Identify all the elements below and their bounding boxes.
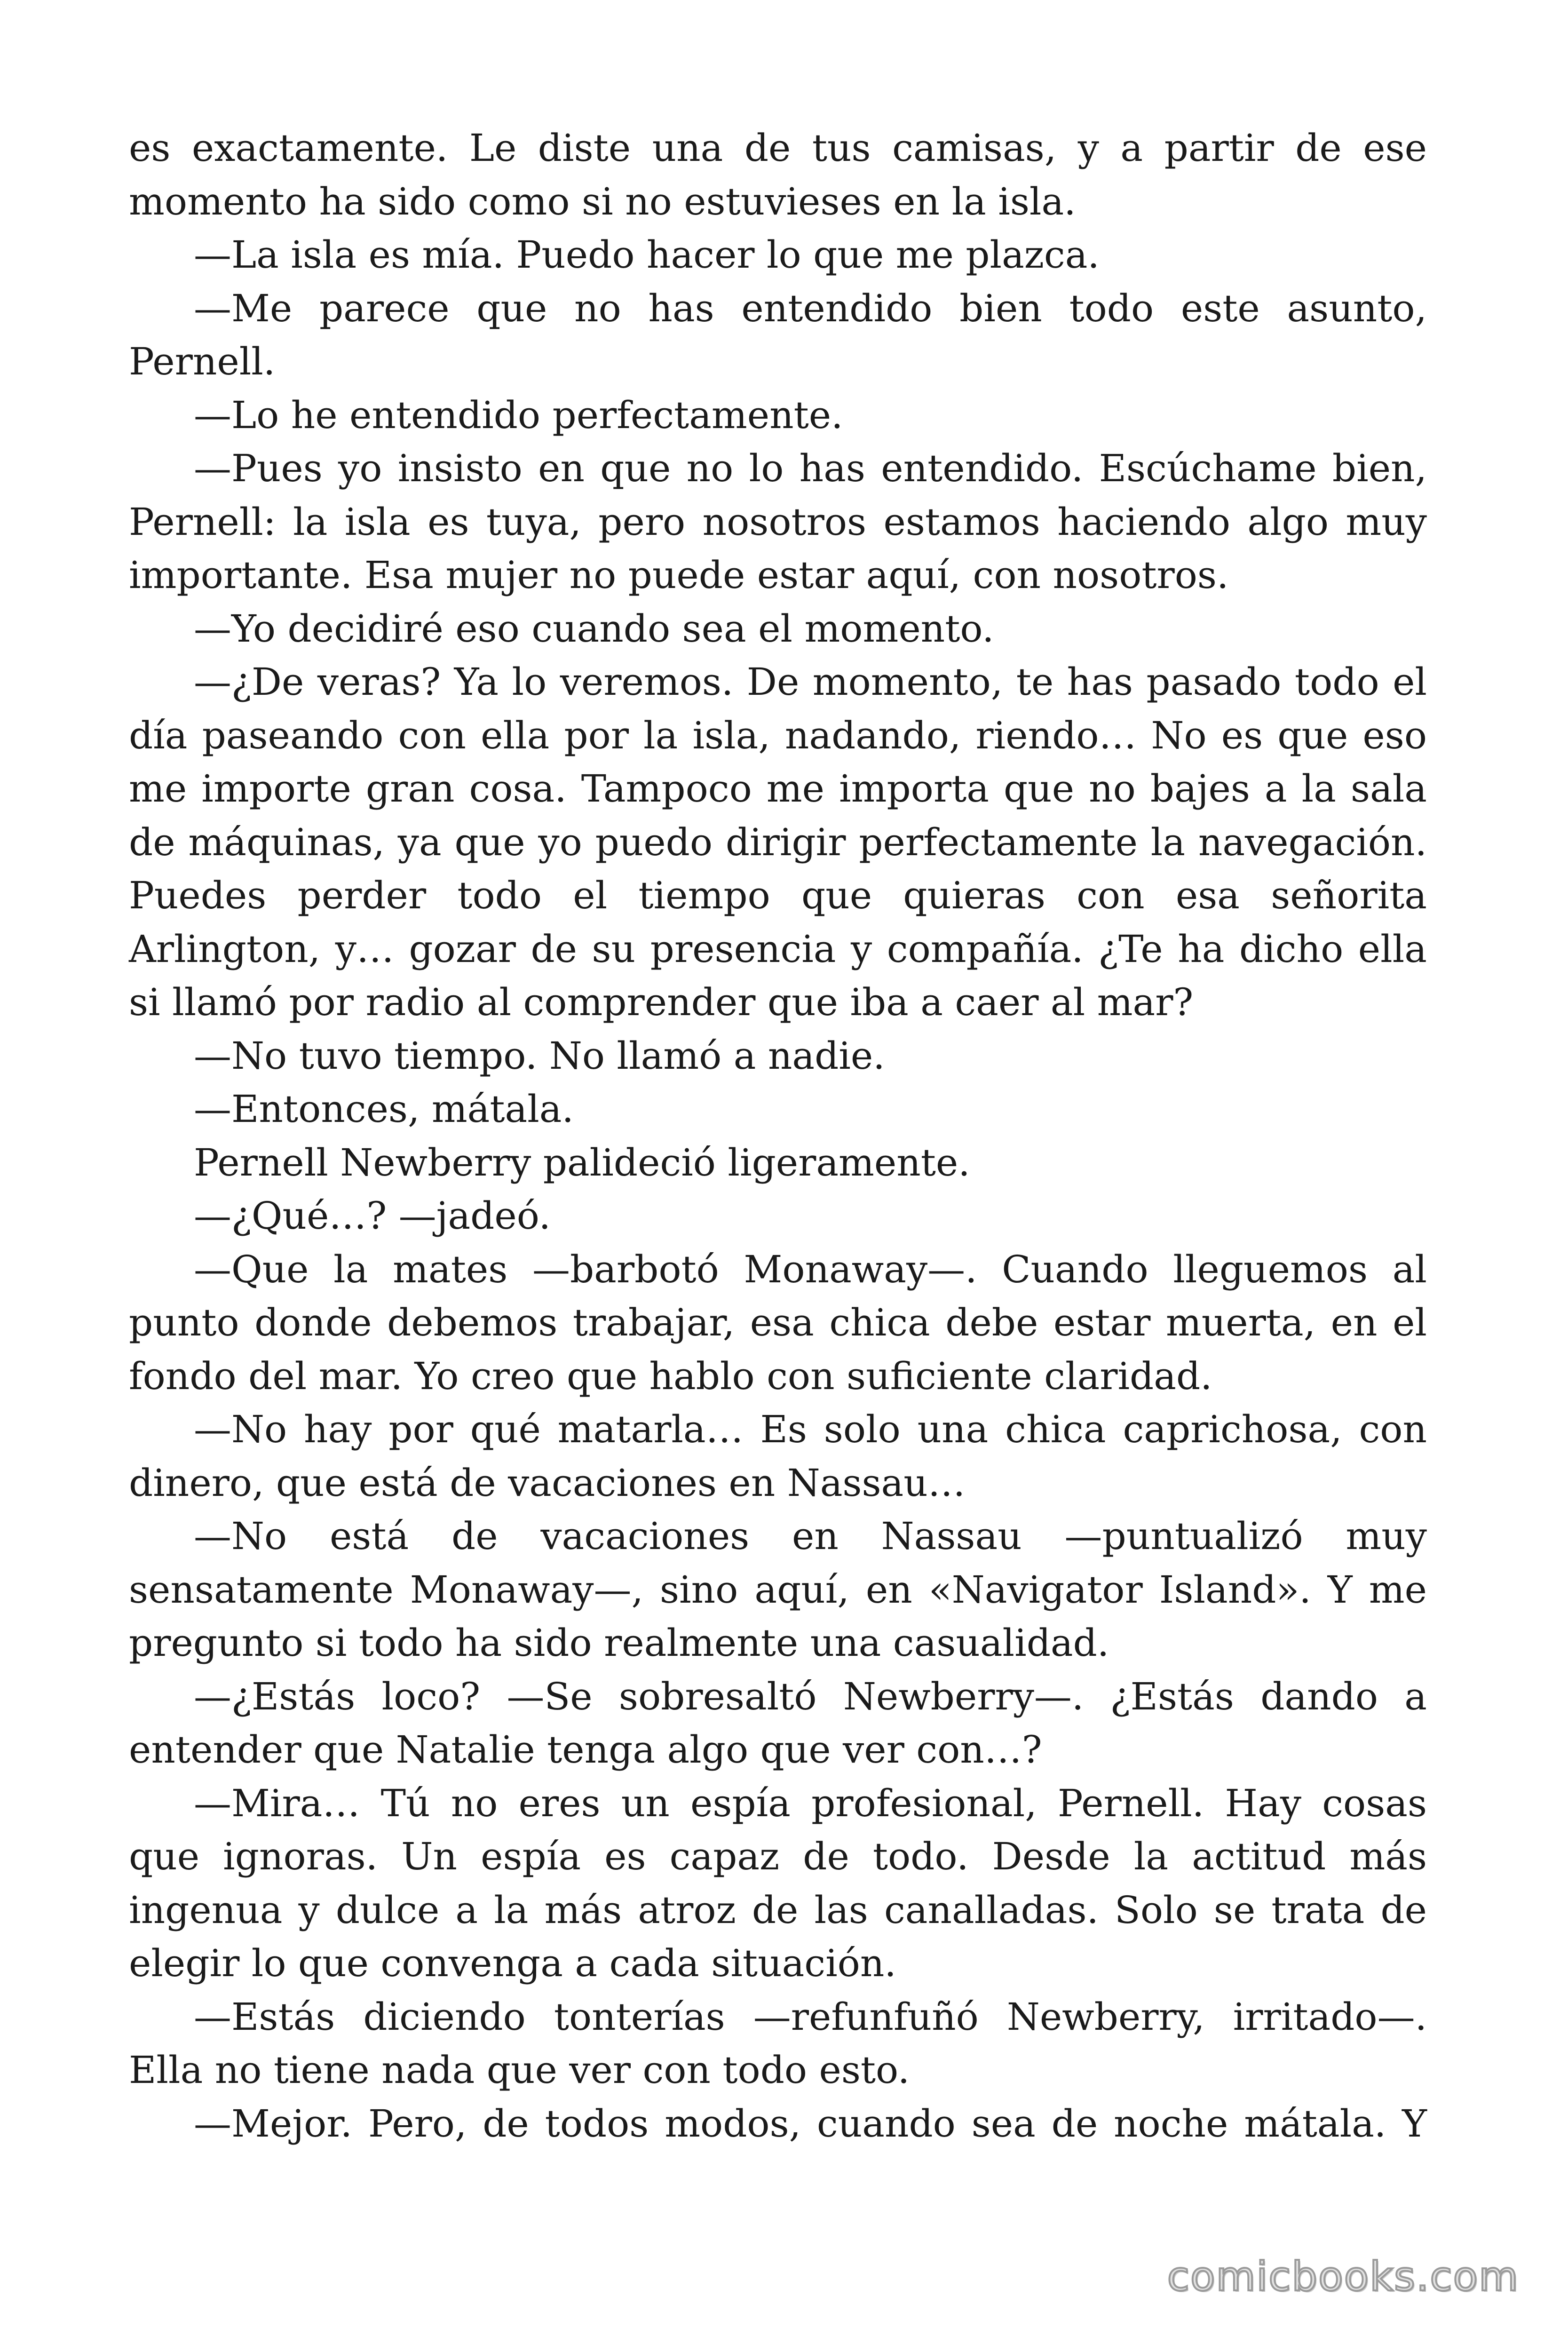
paragraph: —Yo decidiré eso cuando sea el momento. (194, 606, 994, 651)
paragraph-continuation: es exactamente. Le diste una de tus camisas, y a partir de ese momento ha sido como si no estuvieses en la isla. (129, 126, 1427, 223)
paragraph: —No hay por qué matarla… Es solo una chica caprichosa, con dinero, que está de vacaciones en Nassau… (129, 1407, 1427, 1505)
paragraph: —Estás diciendo tonterías —refunfuñó Newberry, irritado—. Ella no tiene nada que ver con todo esto. (129, 1994, 1427, 2092)
paragraph: —Que la mates —barbotó Monaway—. Cuando lleguemos al punto donde debemos trabajar, esa chica debe estar muerta, en el fondo del mar. Yo creo que hablo con suficiente claridad. (129, 1247, 1427, 1398)
paragraph: —No tuvo tiempo. No llamó a nadie. (194, 1033, 885, 1078)
paragraph: —Pues yo insisto en que no lo has entendido. Escúchame bien, Pernell: la isla es tuya, pero nosotros estamos haciendo algo muy importante. Esa mujer no puede estar aquí, con nosotros. (129, 446, 1427, 597)
paragraph: —Entonces, mátala. (194, 1087, 574, 1131)
paragraph: —La isla es mía. Puedo hacer lo que me plazca. (194, 233, 1100, 277)
paragraph: —Me parece que no has entendido bien todo este asunto, Pernell. (129, 286, 1427, 383)
paragraph-last-line: —Mejor. Pero, de todos modos, cuando sea de noche mátala. Y (194, 2101, 1427, 2145)
paragraph: —No está de vacaciones en Nassau —puntualizó muy sensatamente Monaway—, sino aquí, en «Navigator Island». Y me pregunto si todo ha sido realmente una casualidad. (129, 1514, 1427, 1665)
paragraph: —¿Qué…? —jadeó. (194, 1194, 551, 1238)
paragraph: —Mira… Tú no eres un espía profesional, Pernell. Hay cosas que ignoras. Un espía es capaz de todo. Desde la actitud más ingenua y dulce a la más atroz de las canalladas. Solo se trata de elegir lo que convenga a cada situación. (129, 1781, 1427, 1985)
paragraph: —¿Estás loco? —Se sobresaltó Newberry—. ¿Estás dando a entender que Natalie tenga algo que ver con…? (129, 1674, 1427, 1772)
paragraph: —Lo he entendido perfectamente. (194, 393, 843, 437)
watermark: comicbooks.com (1167, 2253, 1519, 2300)
book-page-text (129, 121, 1427, 2150)
paragraph: Pernell Newberry palideció ligeramente. (194, 1140, 970, 1184)
paragraph: —¿De veras? Ya lo veremos. De momento, te has pasado todo el día paseando con ella por la isla, nadando, riendo… No es que eso me importe gran cosa. Tampoco me importa que no bajes a la sala de máquinas, ya que yo puedo dirigir perfectamente la navegación. Puedes perder todo el tiempo que quieras con esa señorita Arlington, y… gozar de su presencia y compañía. ¿Te ha dicho ella si llamó por radio al comprender que iba a caer al mar? (129, 660, 1427, 1024)
